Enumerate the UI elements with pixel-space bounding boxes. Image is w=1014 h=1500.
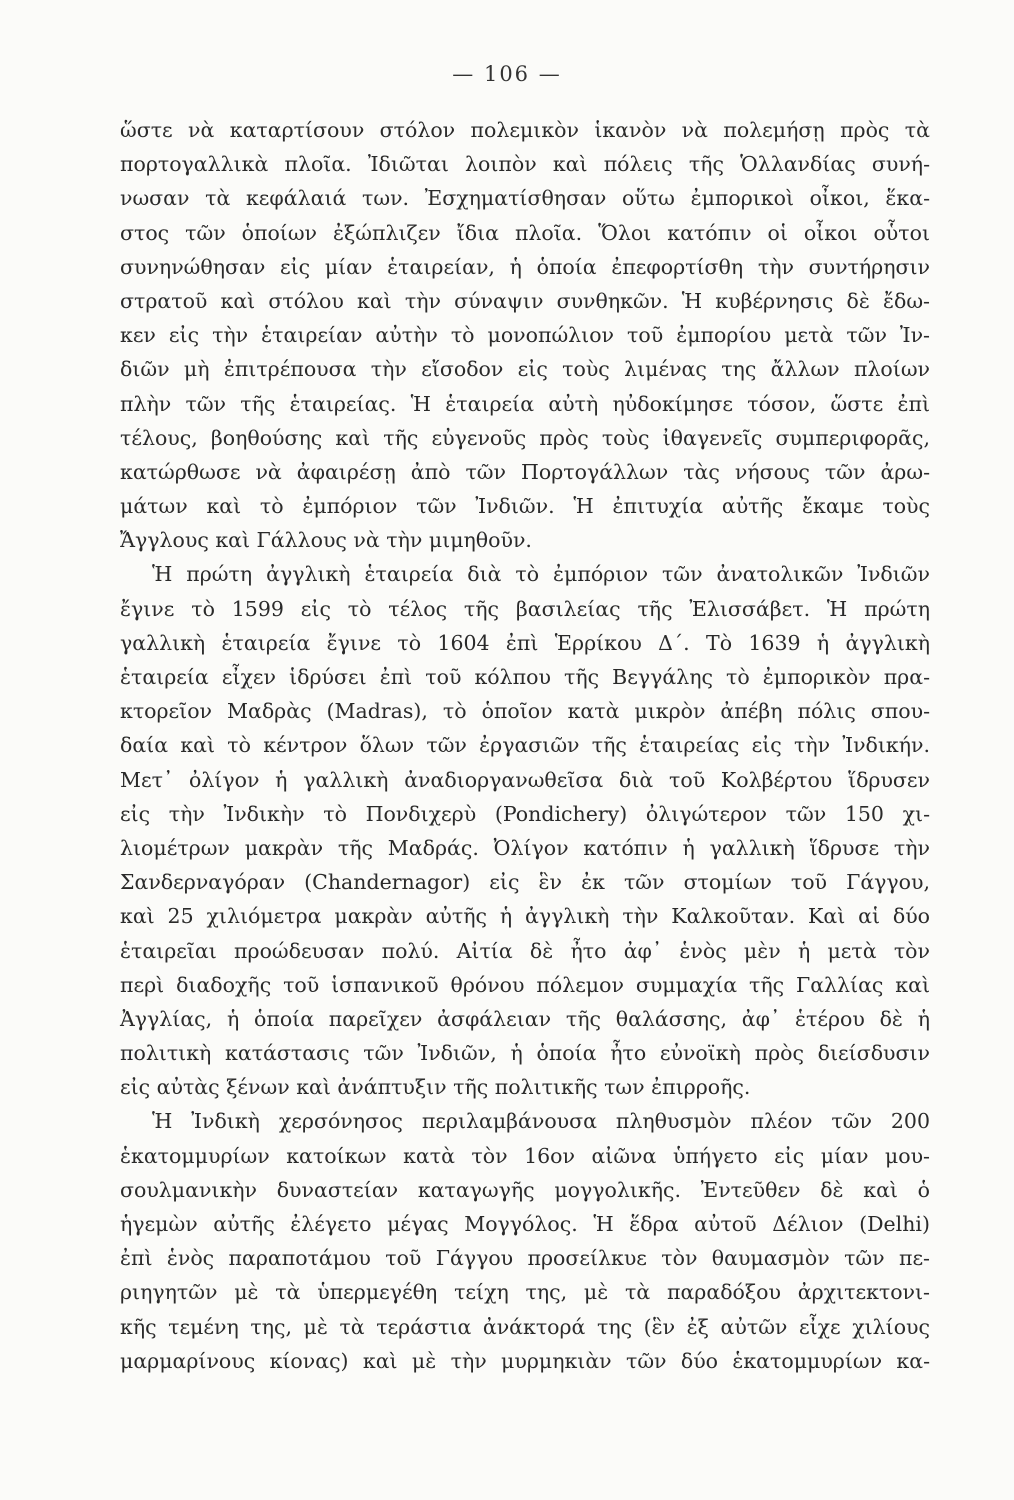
page-number: — 106 — xyxy=(452,62,562,86)
text-line: δαία καὶ τὸ κέντρον ὅλων τῶν ἐργασιῶν τῆς ἑταιρείας εἰς τὴν Ἰνδικήν. xyxy=(120,733,930,758)
text-line: εἰς αὐτὰς ξένων καὶ ἀνάπτυξιν τῆς πολιτικῆς των ἐπιρροῆς. xyxy=(120,1075,751,1100)
text-line: πλὴν τῶν τῆς ἑταιρείας. Ἡ ἑταιρεία αὐτὴ ηὐδοκίμησε τόσον, ὥστε ἐπὶ xyxy=(120,391,930,416)
text-line: ἑκατομμυρίων κατοίκων κατὰ τὸν 16ον αἰῶνα ὑπήγετο εἰς μίαν μου- xyxy=(120,1143,930,1168)
text-line: τέλους, βοηθούσης καὶ τῆς εὐγενοῦς πρὸς τοὺς ἰθαγενεῖς συμπεριφορᾶς, xyxy=(120,425,930,450)
text-line: νωσαν τὰ κεφάλαιά των. Ἐσχηματίσθησαν οὕτω ἐμπορικοὶ οἶκοι, ἕκα- xyxy=(120,186,930,211)
text-line: κτορεῖον Μαδρὰς (Madras), τὸ ὁποῖον κατὰ μικρὸν ἀπέβη πόλις σπου- xyxy=(120,699,930,724)
text-line: καὶ 25 χιλιόμετρα μακρὰν αὐτῆς ἡ ἀγγλικὴ τὴν Καλκοῦταν. Καὶ αἱ δύο xyxy=(120,904,930,929)
text-line: κατώρθωσε νὰ ἀφαιρέσῃ ἀπὸ τῶν Πορτογάλλων τὰς νήσους τῶν ἀρω- xyxy=(120,459,930,484)
text-line: σουλμανικὴν δυναστείαν καταγωγῆς μογγολικῆς. Ἐντεῦθεν δὲ καὶ ὁ xyxy=(120,1177,930,1202)
text-line: ἑταιρεία εἶχεν ἱδρύσει ἐπὶ τοῦ κόλπου τῆς Βεγγάλης τὸ ἐμπορικὸν πρα- xyxy=(120,665,930,689)
text-line: ὥστε νὰ καταρτίσουν στόλον πολεμικὸν ἱκανὸν νὰ πολεμήσῃ πρὸς τὰ xyxy=(120,118,930,142)
text-line: Ἡ Ἰνδικὴ χερσόνησος περιλαμβάνουσα πληθυσμὸν πλέον τῶν 200 xyxy=(152,1109,930,1134)
text-line: εἰς τὴν Ἰνδικὴν τὸ Πονδιχερὺ (Pondichery) ὀλιγώτερον τῶν 150 χι- xyxy=(120,801,930,826)
text-line: πολιτικὴ κατάστασις τῶν Ἰνδιῶν, ἡ ὁποία ἦτο εὐνοϊκὴ πρὸς διείσδυσιν xyxy=(120,1041,930,1066)
text-line: ἑταιρεῖαι προώδευσαν πολύ. Αἰτία δὲ ἦτο ἀφ᾽ ἑνὸς μὲν ἡ μετὰ τὸν xyxy=(120,938,930,963)
text-line: πορτογαλλικὰ πλοῖα. Ἰδιῶται λοιπὸν καὶ πόλεις τῆς Ὁλλανδίας συνή- xyxy=(120,152,930,177)
text-line: ἡγεμὼν αὐτῆς ἐλέγετο μέγας Μογγόλος. Ἡ ἕδρα αὐτοῦ Δέλιον (Delhi) xyxy=(120,1212,930,1236)
text-line: στρατοῦ καὶ στόλου καὶ τὴν σύναψιν συνθηκῶν. Ἡ κυβέρνησις δὲ ἔδω- xyxy=(120,288,930,313)
text-line: γαλλικὴ ἑταιρεία ἔγινε τὸ 1604 ἐπὶ Ἑρρίκου Δ΄. Τὸ 1639 ἡ ἀγγλικὴ xyxy=(120,630,930,655)
body-text xyxy=(120,113,930,1378)
text-line: ἐπὶ ἑνὸς παραποτάμου τοῦ Γάγγου προσείλκυε τὸν θαυμασμὸν τῶν πε- xyxy=(120,1246,930,1271)
text-line: λιομέτρων μακρὰν τῆς Μαδράς. Ὀλίγον κατόπιν ἡ γαλλικὴ ἵδρυσε τὴν xyxy=(120,835,930,860)
text-line: Ἄγγλους καὶ Γάλλους νὰ τὴν μιμηθοῦν. xyxy=(120,528,532,553)
text-line: Ἀγγλίας, ἡ ὁποία παρεῖχεν ἀσφάλειαν τῆς θαλάσσης, ἀφ᾽ ἑτέρου δὲ ἡ xyxy=(120,1006,930,1031)
text-line: μάτων καὶ τὸ ἐμπόριον τῶν Ἰνδιῶν. Ἡ ἐπιτυχία αὐτῆς ἔκαμε τοὺς xyxy=(120,494,930,519)
text-line: διῶν μὴ ἐπιτρέπουσα τὴν εἴσοδον εἰς τοὺς λιμένας της ἄλλων πλοίων xyxy=(120,357,930,382)
text-line: ριηγητῶν μὲ τὰ ὑπερμεγέθη τείχη της, μὲ τὰ παραδόξου ἀρχιτεκτονι- xyxy=(120,1280,930,1305)
text-line: κῆς τεμένη της, μὲ τὰ τεράστια ἀνάκτορά της (ἓν ἐξ αὐτῶν εἶχε χιλίους xyxy=(120,1314,930,1339)
text-line: μαρμαρίνους κίονας) καὶ μὲ τὴν μυρμηκιὰν τῶν δύο ἑκατομμυρίων κα- xyxy=(120,1348,930,1373)
text-line: στος τῶν ὁποίων ἐξώπλιζεν ἴδια πλοῖα. Ὅλοι κατόπιν οἱ οἶκοι οὗτοι xyxy=(120,220,930,245)
text-line: κεν εἰς τὴν ἑταιρείαν αὐτὴν τὸ μονοπώλιον τοῦ ἐμπορίου μετὰ τῶν Ἰν- xyxy=(120,323,930,348)
text-line: ἔγινε τὸ 1599 εἰς τὸ τέλος τῆς βασιλείας τῆς Ἐλισσάβετ. Ἡ πρώτη xyxy=(120,596,930,621)
text-line: Ἡ πρώτη ἀγγλικὴ ἑταιρεία διὰ τὸ ἐμπόριον τῶν ἀνατολικῶν Ἰνδιῶν xyxy=(152,562,930,587)
text-line: Μετ᾽ ὀλίγον ἡ γαλλικὴ ἀναδιοργανωθεῖσα διὰ τοῦ Κολβέρτου ἵδρυσεν xyxy=(120,767,930,792)
text-line: περὶ διαδοχῆς τοῦ ἱσπανικοῦ θρόνου πόλεμον συμμαχία τῆς Γαλλίας καὶ xyxy=(120,972,930,997)
text-line: Σανδερναγόραν (Chandernagor) εἰς ἓν ἐκ τῶν στομίων τοῦ Γάγγου, xyxy=(120,870,930,895)
text-line: συνηνώθησαν εἰς μίαν ἑταιρείαν, ἡ ὁποία ἐπεφορτίσθη τὴν συντήρησιν xyxy=(120,254,930,279)
